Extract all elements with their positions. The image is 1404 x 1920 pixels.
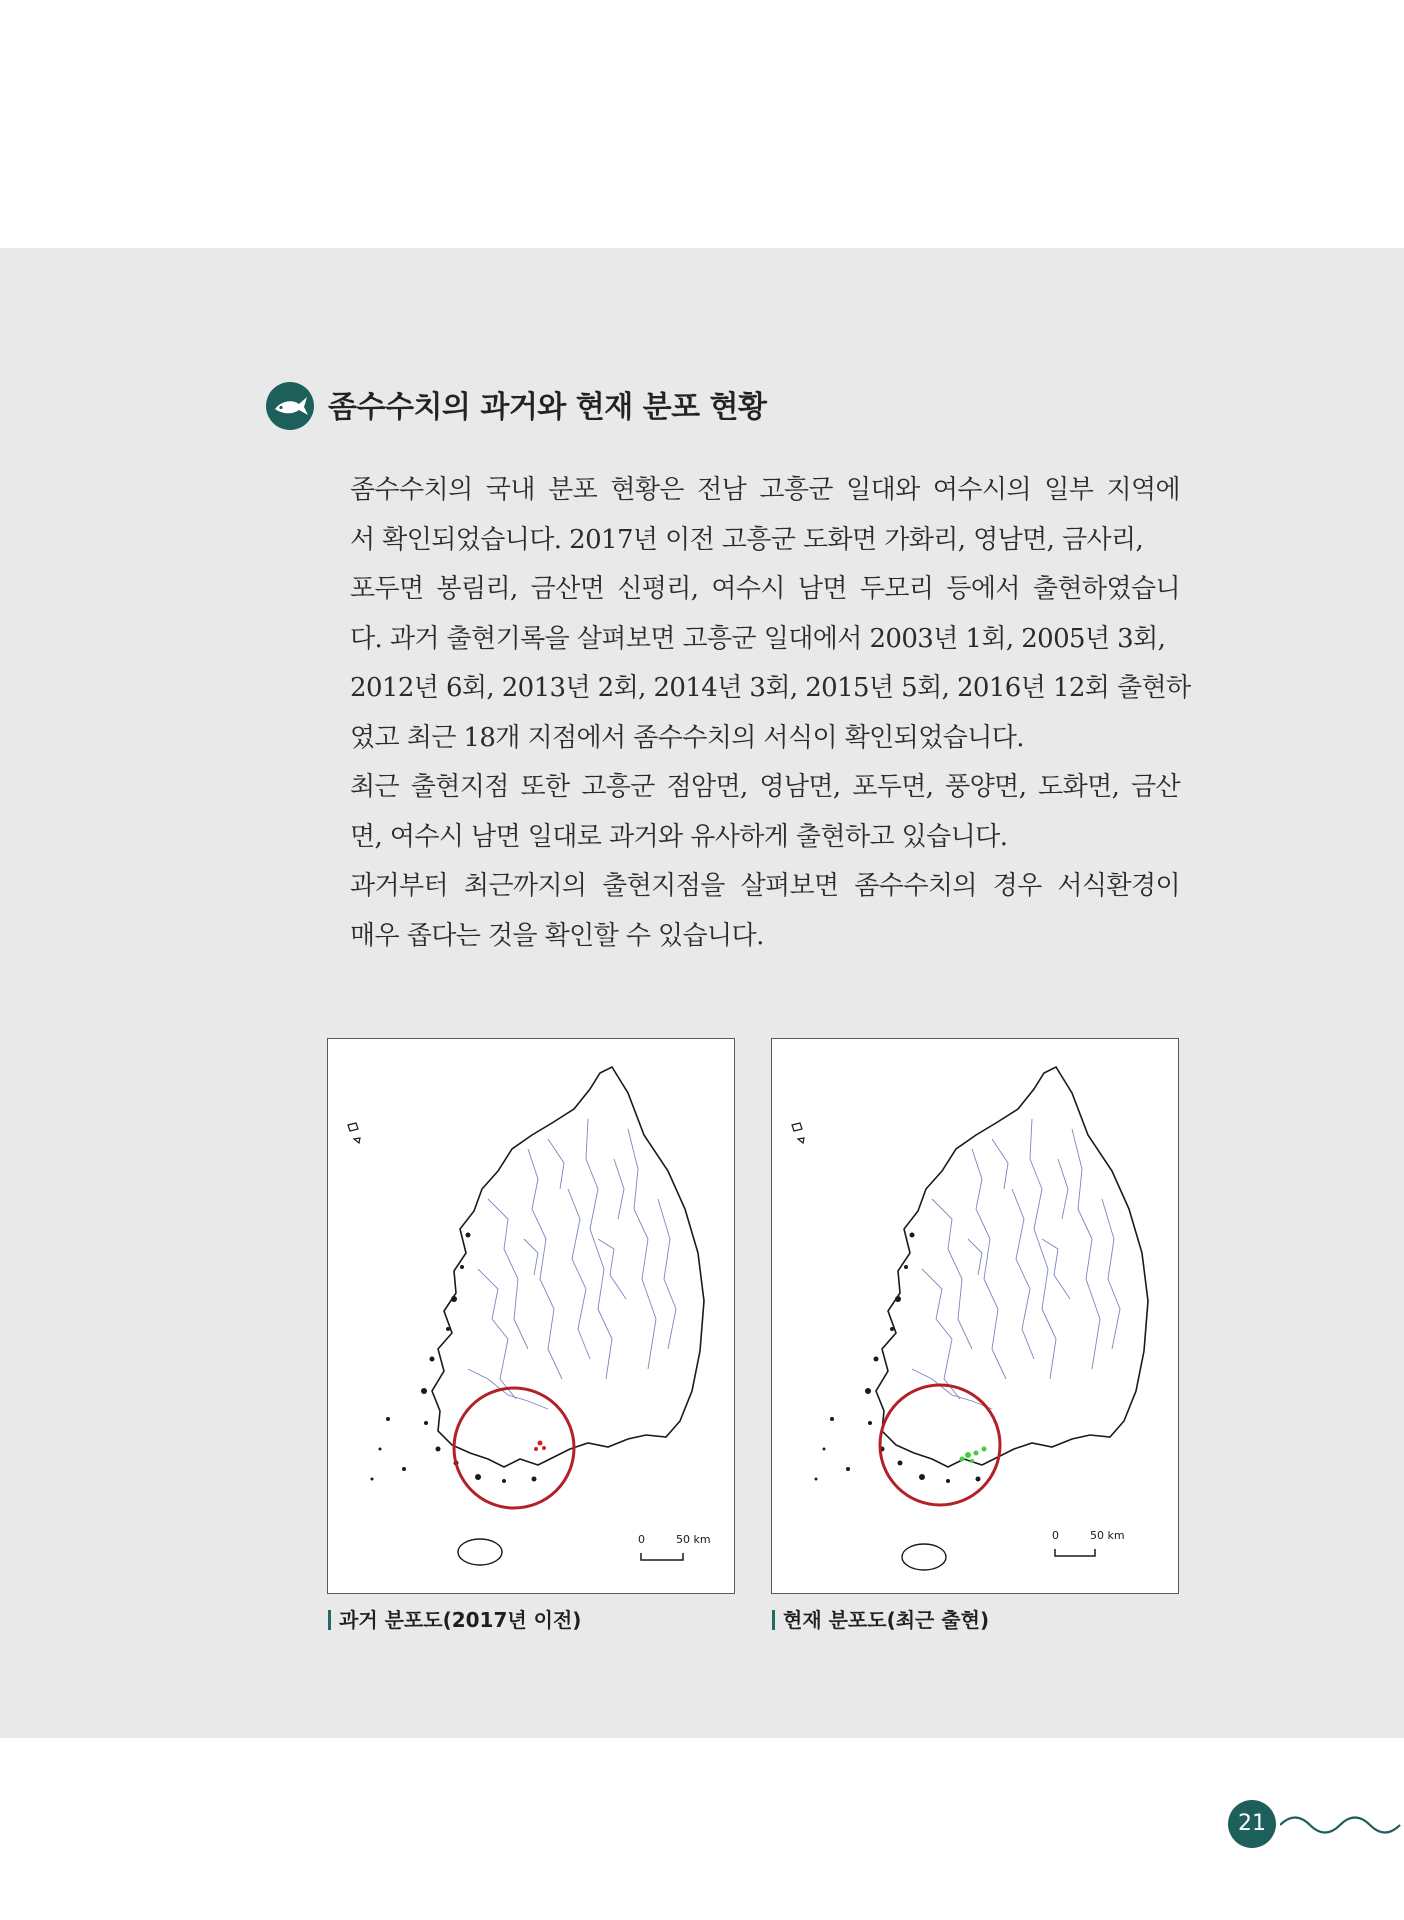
caption-text: 현재 분포도(최근 출현) <box>783 1608 990 1632</box>
scale-label: 50 km <box>676 1533 711 1546</box>
map-past-distribution <box>327 1038 735 1594</box>
mainland-outline <box>432 1067 704 1467</box>
body-line: 였고 최근 18개 지점에서 좀수수치의 서식이 확인되었습니다. <box>350 722 1024 753</box>
map-caption-current <box>772 1604 989 1633</box>
body-line: 과거부터 최근까지의 출현지점을 살펴보면 좀수수치의 경우 서식환경이 <box>350 871 1180 901</box>
scale-bar <box>1055 1549 1095 1556</box>
scale-bar <box>641 1553 683 1560</box>
body-line: 최근 출현지점 또한 고흥군 점암면, 영남면, 포두면, 풍양면, 도화면, 금산 <box>350 772 1180 802</box>
northwest-islands <box>792 1123 804 1143</box>
occurrence-point <box>965 1452 971 1458</box>
fish-icon <box>266 382 314 430</box>
page-number: 21 <box>1228 1800 1276 1848</box>
body-line: 2012년 6회, 2013년 2회, 2014년 3회, 2015년 5회, 2016년 12회 출현하 <box>350 673 1191 703</box>
korea-map <box>772 1039 1180 1595</box>
occurrence-point <box>960 1457 965 1462</box>
jeju-island <box>458 1539 502 1565</box>
caption-bar <box>772 1610 775 1630</box>
map-caption-past <box>328 1604 581 1633</box>
body-line: 서 확인되었습니다. 2017년 이전 고흥군 도화면 가화리, 영남면, 금사리, <box>350 524 1144 555</box>
body-line: 면, 여수시 남면 일대로 과거와 유사하게 출현하고 있습니다. <box>350 821 1008 852</box>
body-text <box>350 466 1191 961</box>
korea-map <box>328 1039 736 1595</box>
wave-decoration <box>1280 1814 1404 1836</box>
occurrence-point <box>538 1441 543 1446</box>
jeju-island <box>902 1544 946 1570</box>
body-line: 포두면 봉림리, 금산면 신평리, 여수시 남면 두모리 등에서 출현하였습니 <box>350 574 1180 604</box>
scale-label: 50 km <box>1090 1529 1125 1542</box>
occurrence-point <box>974 1451 979 1456</box>
body-line: 다. 과거 출현기록을 살펴보면 고흥군 일대에서 2003년 1회, 2005년 3회, <box>350 623 1166 654</box>
scale-zero: 0 <box>638 1533 645 1546</box>
occurrence-point <box>542 1446 546 1450</box>
mainland-outline <box>876 1067 1148 1467</box>
body-line: 매우 좁다는 것을 확인할 수 있습니다. <box>350 920 764 951</box>
scale-zero: 0 <box>1052 1529 1059 1542</box>
occurrence-point <box>534 1447 538 1451</box>
section-title: 좀수수치의 과거와 현재 분포 현황 <box>328 390 767 425</box>
northwest-islands <box>348 1123 360 1143</box>
caption-text: 과거 분포도(2017년 이전) <box>339 1608 582 1632</box>
body-line: 좀수수치의 국내 분포 현황은 전남 고흥군 일대와 여수시의 일부 지역에 <box>350 475 1180 505</box>
occurrence-point <box>970 1459 974 1463</box>
map-current-distribution <box>771 1038 1179 1594</box>
page-footer <box>1228 1800 1404 1850</box>
caption-bar <box>328 1610 331 1630</box>
occurrence-point <box>982 1447 987 1452</box>
